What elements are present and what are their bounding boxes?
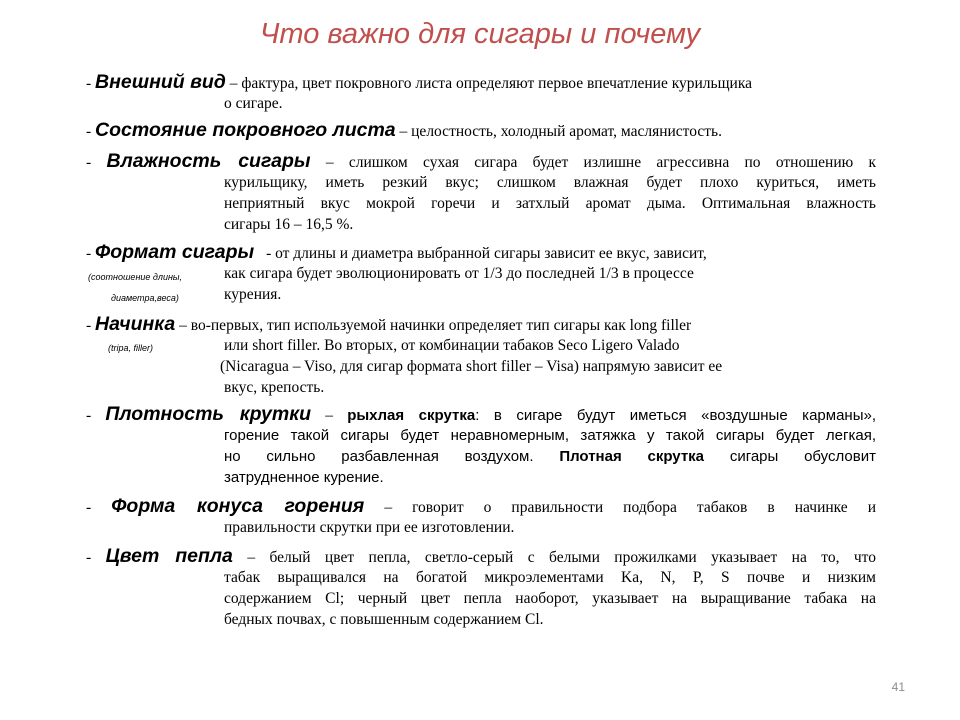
list-item: [86, 242, 876, 305]
item-text: или short filler. Во вторых, от комбинации табаков Seco Ligero Valado: [224, 337, 680, 354]
item-text: – белый цвет пепла, светло-серый с белыми прожилками указывает на то, что: [247, 549, 876, 566]
bullet-dash: -: [86, 549, 92, 566]
item-text: – во-первых, тип используемой начинки определяет тип сигары как long filler: [179, 317, 692, 334]
item-text: курильщику, иметь резкий вкус; слишком влажная будет плохо куриться, иметь: [224, 174, 876, 191]
dense-roll-term: Плотная скрутка: [559, 448, 705, 465]
item-heading: Состояние покровного листа: [95, 119, 396, 141]
item-heading: Внешний вид: [95, 71, 226, 93]
loose-roll-term: рыхлая скрутка: [347, 407, 476, 424]
item-heading: Плотность крутки: [105, 403, 312, 425]
list-item: [86, 72, 876, 114]
item-text: сигары обусловит: [729, 448, 876, 465]
side-note: диаметра,веса): [111, 293, 179, 303]
item-text: – фактура, цвет покровного листа определяют первое впечатление курильщика: [229, 75, 753, 92]
list-item: [86, 546, 876, 630]
item-text: – слишком сухая сигара будет излишне агрессивна по отношению к: [325, 154, 877, 171]
item-text: – целостность, холодный аромат, маслянистость.: [399, 123, 722, 140]
item-text: но сильно разбавленная воздухом.: [224, 448, 534, 465]
bullet-dash: -: [86, 407, 92, 424]
item-text: вкус, крепость.: [224, 379, 325, 396]
item-text: как сигара будет эволюционировать от 1/3 до последней 1/3 в процессе: [224, 265, 694, 282]
item-text: : в сигаре будут иметься «воздушные карманы»,: [475, 407, 876, 424]
item-text: горение такой сигары будет неравномерным, затяжка у такой сигары будет легкая,: [224, 427, 876, 444]
item-heading: Начинка: [95, 313, 176, 335]
item-text: курения.: [224, 286, 282, 303]
bullet-dash: -: [86, 245, 92, 262]
item-text: правильности скрутки при ее изготовлении.: [224, 519, 515, 536]
item-heading: Формат сигары: [95, 241, 255, 263]
item-text: сигары 16 – 16,5 %.: [224, 216, 354, 233]
item-text: о сигаре.: [224, 95, 283, 112]
item-text: - от длины и диаметра выбранной сигары зависит ее вкус, зависит,: [266, 245, 707, 262]
item-text: неприятный вкус мокрой горечи и затхлый аромат дыма. Оптимальная влажность: [224, 195, 876, 212]
item-text-row: [86, 446, 876, 467]
page-number: 41: [891, 680, 905, 694]
item-text: бедных почвах, с повышенным содержанием Cl.: [224, 611, 544, 628]
item-heading: Влажность сигары: [106, 150, 311, 172]
bullet-dash: -: [86, 154, 92, 171]
list-item: [86, 120, 876, 141]
bullet-dash: -: [86, 123, 92, 140]
item-heading: Цвет пепла: [105, 545, 233, 567]
bullet-dash: -: [86, 317, 92, 334]
item-text: затрудненное курение.: [224, 469, 384, 486]
item-heading: Форма конуса горения: [111, 495, 365, 517]
side-note: (соотношение длины,: [88, 272, 183, 282]
list-item: [86, 404, 876, 488]
item-text: (Nicaragua – Viso, для сигар формата short filler – Visa) напрямую зависит ее: [220, 358, 723, 375]
item-text: –: [325, 407, 333, 424]
list-item: [86, 496, 876, 538]
side-note: (tripa, filler): [108, 343, 154, 353]
bullet-dash: -: [86, 499, 92, 516]
item-text: – говорит о правильности подбора табаков в начинке и: [384, 499, 877, 516]
list-item: [86, 151, 876, 235]
slide-title: Что важно для сигары и почему: [259, 18, 701, 50]
item-text: содержанием Cl; черный цвет пепла наоборот, указывает на выращивание табака на: [224, 590, 876, 607]
list-item: [86, 314, 876, 398]
bullet-dash: -: [86, 75, 92, 92]
item-text: табак выращивался на богатой микроэлементами Ka, N, P, S почве и низким: [224, 569, 876, 586]
